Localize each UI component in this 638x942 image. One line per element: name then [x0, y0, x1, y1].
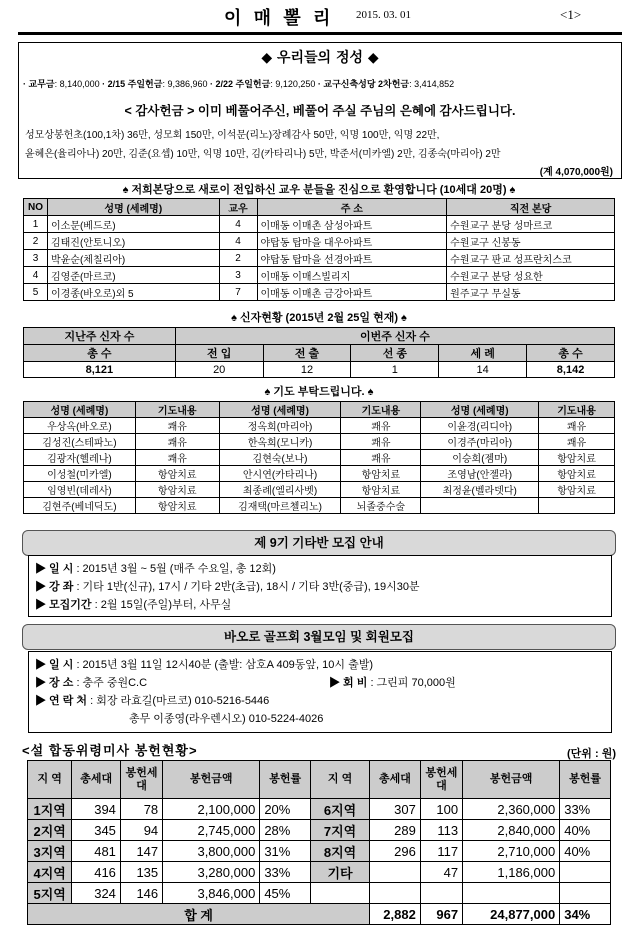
believer-title: ♠ 신자현황 (2015년 2월 25일 현재) ♠ [231, 312, 407, 324]
page-number: <1> [560, 7, 582, 22]
guitar-line [35, 560, 276, 576]
cell: 4지역 [28, 862, 72, 883]
offering-value: : 9,120,250 [270, 79, 316, 89]
cell: 24,877,000 [463, 904, 560, 925]
column-header: 봉헌률 [260, 761, 311, 799]
cell: 324 [72, 883, 121, 904]
cell: 5지역 [28, 883, 72, 904]
cell: 이매동 이매촌 삼성아파트 [257, 216, 447, 233]
cell: 416 [72, 862, 121, 883]
column-header: 총세대 [72, 761, 121, 799]
believer-table [23, 327, 615, 378]
cell: 113 [420, 820, 462, 841]
guitar-line-label: ▶ 일 시 [35, 563, 74, 575]
cell: 146 [120, 883, 162, 904]
cell: 항암치료 [539, 482, 615, 498]
cell: 100 [420, 799, 462, 820]
cell: 289 [370, 820, 421, 841]
cell: 기타 [311, 862, 370, 883]
column-header: 세 례 [439, 345, 527, 362]
guitar-line [35, 596, 231, 612]
table-row [24, 434, 615, 450]
column-header: 전 입 [175, 345, 263, 362]
column-header: 지 역 [28, 761, 72, 799]
column-header: 기도내용 [341, 402, 421, 418]
golf-line-label: ▶ 연 락 처 [35, 695, 88, 707]
cell: 수원교구 신봉동 [447, 233, 615, 250]
cell: 40% [560, 820, 611, 841]
table-row [24, 233, 615, 250]
column-header: 지 역 [311, 761, 370, 799]
golf-line-label: ▶ 회 비 [329, 677, 368, 689]
table-row [24, 267, 615, 284]
cell: 한옥희(모니카) [219, 434, 341, 450]
cell: 항암치료 [539, 450, 615, 466]
cell: 김재택(마르첼리노) [219, 498, 341, 514]
cell: 2,840,000 [463, 820, 560, 841]
cell: 2 [24, 233, 48, 250]
column-header: 성명 (세례명) [24, 402, 136, 418]
golf-line [35, 656, 373, 672]
cell: 12 [263, 362, 351, 378]
mass-offering-unit: (단위 : 원) [567, 748, 616, 760]
cell: 수원교구 판교 성프란치스코 [447, 250, 615, 267]
offering-value: : 8,140,000 [54, 79, 100, 89]
cell: 3,800,000 [163, 841, 260, 862]
total-row [28, 904, 611, 925]
cell: 원주교구 무실동 [447, 284, 615, 301]
guitar-line-label: ▶ 모집기간 [35, 599, 92, 611]
offering-section [18, 42, 622, 179]
cell: 14 [439, 362, 527, 378]
cell: 2,100,000 [163, 799, 260, 820]
table-row [24, 498, 615, 514]
cell: 117 [420, 841, 462, 862]
golf-line [35, 692, 269, 708]
cell: 47 [420, 862, 462, 883]
cell: 임영빈(데레사) [24, 482, 136, 498]
table-row [24, 418, 615, 434]
cell: 이승희(젬마) [421, 450, 539, 466]
column-header: 총세대 [370, 761, 421, 799]
cell: 쾌유 [341, 434, 421, 450]
guitar-class-title: 제 9기 기타반 모집 안내 [22, 530, 616, 556]
column-header: 성명 (세례명) [421, 402, 539, 418]
column-header: 기도내용 [539, 402, 615, 418]
cell: 2,360,000 [463, 799, 560, 820]
cell: 안시연(카타리나) [219, 466, 341, 482]
cell: 3 [219, 267, 257, 284]
cell: 쾌유 [539, 418, 615, 434]
golf-line-value: : 2015년 3월 11일 12시40분 (출발: 삼호A 409동앞, 10시 출발) [76, 659, 373, 671]
cell: 6지역 [311, 799, 370, 820]
cell: 78 [120, 799, 162, 820]
column-header: 봉헌금액 [463, 761, 560, 799]
prayer-title: ♠ 기도 부탁드립니다. ♠ [264, 386, 374, 398]
column-header: 교우 [219, 199, 257, 216]
total-label: 합 계 [28, 904, 370, 925]
golf-line-value: : 충주 중원C.C [76, 677, 148, 689]
cell: 2,745,000 [163, 820, 260, 841]
cell: 307 [370, 799, 421, 820]
cell: 이경주(마리아) [421, 434, 539, 450]
cell: 항암치료 [341, 482, 421, 498]
cell: 최정윤(벨라뎃다) [421, 482, 539, 498]
cell: 이윤경(리디아) [421, 418, 539, 434]
guitar-line-value: : 기타 1반(신규), 17시 / 기타 2반(초급), 18시 / 기타 3반(중급), 19시30분 [76, 581, 420, 593]
cell: 2지역 [28, 820, 72, 841]
cell: 최종례(엘리사벳) [219, 482, 341, 498]
cell [463, 883, 560, 904]
thanks-offering-line: 성모상봉헌초(100,1차) 36만, 성모회 150만, 이석문(리노)장례감사 50만, 익명 100만, 익명 22만, [25, 130, 440, 141]
table-row [24, 250, 615, 267]
cell: 김영준(마르코) [47, 267, 219, 284]
cell: 2,710,000 [463, 841, 560, 862]
mass-offering-table [27, 760, 611, 925]
cell: 정옥희(마리아) [219, 418, 341, 434]
cell: 이성철(미카엘) [24, 466, 136, 482]
cell: 김현숙(보나) [219, 450, 341, 466]
table-row [24, 362, 615, 378]
cell: 쾌유 [539, 434, 615, 450]
cell: 147 [120, 841, 162, 862]
transfer-table [23, 198, 615, 301]
cell [539, 498, 615, 514]
cell: 항암치료 [539, 466, 615, 482]
cell: 김광자(헬레나) [24, 450, 136, 466]
cell: 3 [24, 250, 48, 267]
thanks-offering-heading: < 감사헌금 > 이미 베풀어주신, 베풀어 주실 주님의 은혜에 감사드립니다. [124, 104, 516, 118]
bulletin-date: 2015. 03. 01 [356, 9, 411, 21]
cell: 야탑동 탑마을 대우아파트 [257, 233, 447, 250]
table-row [24, 284, 615, 301]
offering-label: · 2/22 주일헌금 [210, 79, 271, 89]
cell: 2 [219, 250, 257, 267]
cell: 김태진(안토니오) [47, 233, 219, 250]
cell: 20% [260, 799, 311, 820]
cell: 항암치료 [135, 498, 219, 514]
offering-title: ◆ 우리들의 정성 ◆ [261, 50, 379, 66]
cell: 이매동 이매스빌리지 [257, 267, 447, 284]
cell: 쾌유 [341, 418, 421, 434]
offering-label: · 교구신축성당 2차헌금 [317, 79, 410, 89]
golf-line-label: ▶ 일 시 [35, 659, 74, 671]
cell [560, 883, 611, 904]
guitar-line-label: ▶ 강 좌 [35, 581, 74, 593]
guitar-line-value: : 2월 15일(주일)부터, 사무실 [94, 599, 232, 611]
column-header: NO [24, 199, 48, 216]
cell: 우상옥(바오로) [24, 418, 136, 434]
cell: 135 [120, 862, 162, 883]
cell: 조영남(안젤라) [421, 466, 539, 482]
mass-offering-title: <설 합동위령미사 봉헌현황> [22, 743, 198, 758]
cell: 8,142 [527, 362, 615, 378]
cell: 3,280,000 [163, 862, 260, 883]
cell: 1 [24, 216, 48, 233]
table-row [28, 883, 611, 904]
golf-club-title: 바오로 골프회 3월모임 및 회원모집 [22, 624, 616, 650]
offering-summary-row [23, 77, 454, 90]
table-row [28, 841, 611, 862]
cell: 296 [370, 841, 421, 862]
cell: 94 [120, 820, 162, 841]
column-header: 기도내용 [135, 402, 219, 418]
golf-line-value: : 회장 라효길(마르코) 010-5216-5446 [90, 695, 270, 707]
cell: 쾌유 [135, 434, 219, 450]
thanks-offering-total: (계 4,070,000원) [539, 167, 613, 178]
cell: 40% [560, 841, 611, 862]
cell: 3지역 [28, 841, 72, 862]
guitar-line [35, 578, 420, 594]
column-header: 지난주 신자 수 [24, 328, 176, 345]
cell: 2,882 [370, 904, 421, 925]
cell: 쾌유 [341, 450, 421, 466]
cell: 1,186,000 [463, 862, 560, 883]
cell: 7 [219, 284, 257, 301]
cell: 김현주(베네딕도) [24, 498, 136, 514]
cell: 45% [260, 883, 311, 904]
golf-line-value: : 그린피 70,000원 [370, 677, 456, 689]
column-header: 봉헌률 [560, 761, 611, 799]
column-header: 봉헌세대 [420, 761, 462, 799]
table-row [28, 799, 611, 820]
cell: 31% [260, 841, 311, 862]
table-row [24, 216, 615, 233]
cell: 1지역 [28, 799, 72, 820]
thanks-offering-line: 윤혜은(율리아나) 20만, 김준(요셉) 10만, 익명 10만, 김(카타리나) 5만, 박준서(미카엘) 2만, 김종숙(마리아) 2만 [25, 149, 501, 160]
cell: 481 [72, 841, 121, 862]
table-row [24, 466, 615, 482]
cell: 쾌유 [135, 418, 219, 434]
offering-label: · 교무금 [23, 79, 55, 89]
column-header: 성명 (세례명) [47, 199, 219, 216]
cell: 항암치료 [135, 482, 219, 498]
cell: 4 [219, 233, 257, 250]
cell: 쾌유 [135, 450, 219, 466]
cell: 이매동 이매촌 금강아파트 [257, 284, 447, 301]
cell: 항암치료 [341, 466, 421, 482]
column-header: 총 수 [24, 345, 176, 362]
cell: 28% [260, 820, 311, 841]
bulletin-header [0, 0, 638, 36]
cell: 항암치료 [135, 466, 219, 482]
column-header: 전 출 [263, 345, 351, 362]
cell: 4 [219, 216, 257, 233]
header-divider [18, 32, 622, 35]
cell: 394 [72, 799, 121, 820]
cell: 20 [175, 362, 263, 378]
column-header: 직전 본당 [447, 199, 615, 216]
offering-label: · 2/15 주일헌금 [102, 79, 163, 89]
column-header: 주 소 [257, 199, 447, 216]
golf-line [129, 710, 323, 726]
column-header: 총 수 [527, 345, 615, 362]
cell: 1 [351, 362, 439, 378]
golf-line [329, 674, 456, 690]
table-row [28, 862, 611, 883]
cell: 34% [560, 904, 611, 925]
column-header: 봉헌금액 [163, 761, 260, 799]
cell [311, 883, 370, 904]
cell: 이소문(베드로) [47, 216, 219, 233]
cell: 33% [260, 862, 311, 883]
guitar-class-details [28, 555, 612, 617]
cell: 수원교구 분당 성마르코 [447, 216, 615, 233]
golf-line [35, 674, 147, 690]
offering-value: : 9,386,960 [162, 79, 208, 89]
golf-line-value: 총무 이종영(라우렌시오) 010-5224-4026 [129, 713, 324, 725]
cell: 뇌졸중수술 [341, 498, 421, 514]
table-row [24, 450, 615, 466]
cell [420, 883, 462, 904]
cell: 5 [24, 284, 48, 301]
cell: 수원교구 분당 성요한 [447, 267, 615, 284]
cell: 야탑동 탑마을 선경아파트 [257, 250, 447, 267]
prayer-table [23, 401, 615, 514]
cell: 967 [420, 904, 462, 925]
column-header: 이번주 신자 수 [175, 328, 614, 345]
guitar-line-value: : 2015년 3월 ~ 5월 (매주 수요일, 총 12회) [76, 563, 276, 575]
bulletin-title: 이 매 뽈 리 [224, 8, 334, 29]
cell [560, 862, 611, 883]
cell [421, 498, 539, 514]
cell: 박윤순(체칠리아) [47, 250, 219, 267]
cell: 8지역 [311, 841, 370, 862]
offering-value: : 3,414,852 [409, 79, 455, 89]
cell: 8,121 [24, 362, 176, 378]
cell [370, 883, 421, 904]
cell: 4 [24, 267, 48, 284]
transfer-title: ♠ 저희본당으로 새로이 전입하신 교우 분들을 진심으로 환영합니다 (10세대 20명) ♠ [122, 184, 516, 196]
column-header: 성명 (세례명) [219, 402, 341, 418]
column-header: 선 종 [351, 345, 439, 362]
golf-line-label: ▶ 장 소 [35, 677, 74, 689]
cell: 3,846,000 [163, 883, 260, 904]
cell: 33% [560, 799, 611, 820]
cell [370, 862, 421, 883]
table-row [28, 820, 611, 841]
cell: 이경종(바오로)외 5 [47, 284, 219, 301]
cell: 7지역 [311, 820, 370, 841]
cell: 345 [72, 820, 121, 841]
golf-club-details [28, 651, 612, 733]
table-row [24, 482, 615, 498]
cell: 김성진(스테파노) [24, 434, 136, 450]
column-header: 봉헌세대 [120, 761, 162, 799]
